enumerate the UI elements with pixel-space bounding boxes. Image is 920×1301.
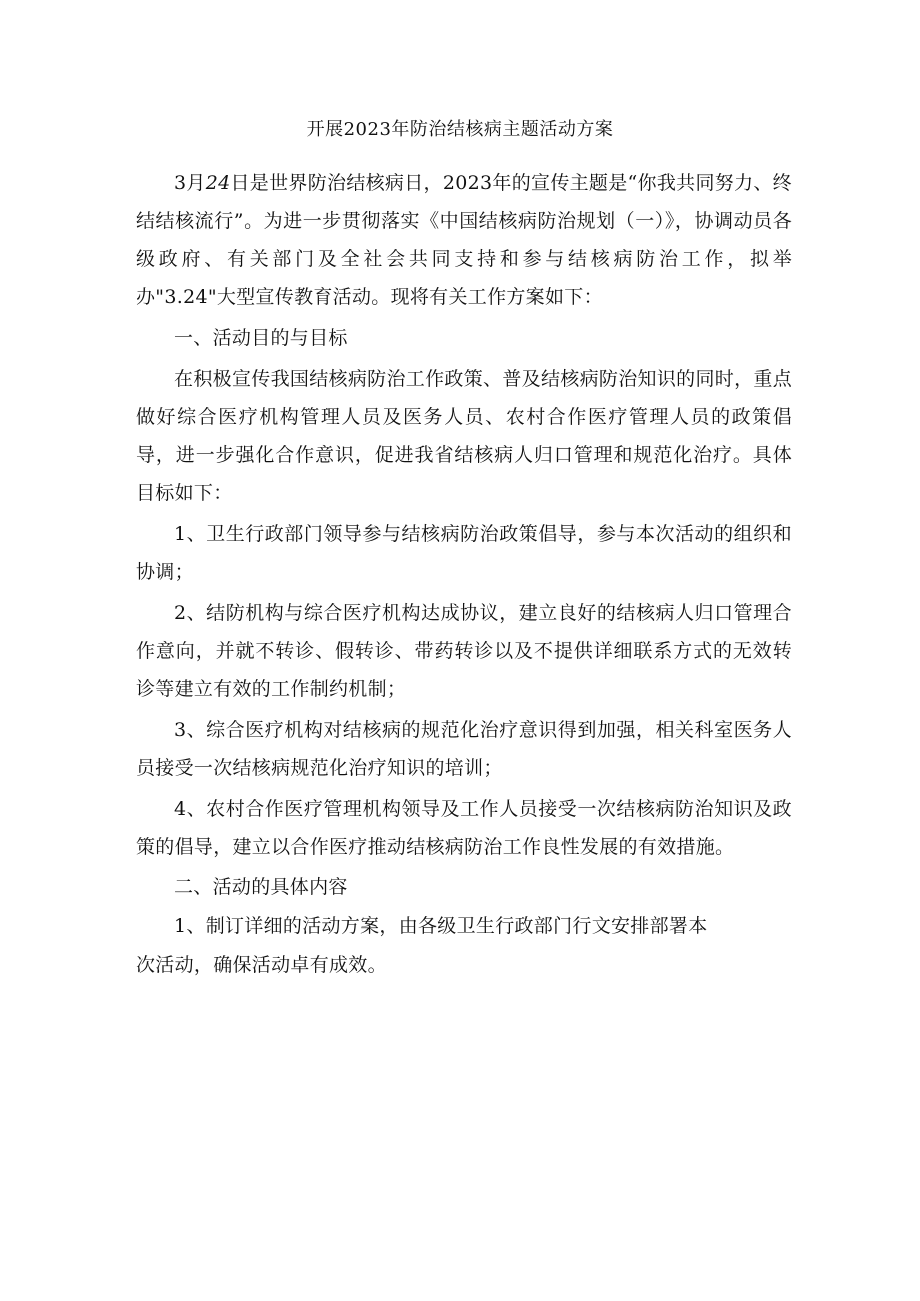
- section1-item-1: 1、卫生行政部门领导参与结核病防治政策倡导，参与本次活动的组织和协调；: [136, 523, 792, 583]
- section2-heading: 二、活动的具体内容: [174, 876, 348, 898]
- section1-item-4: 4、农村合作医疗管理机构领导及工作人员接受一次结核病防治知识及政策的倡导，建立以合作医疗推动结核病防治工作良性发展的有效措施。: [136, 798, 792, 858]
- section2-item-1-line2: 次活动，确保活动卓有成效。: [136, 954, 387, 976]
- section1-heading: 一、活动目的与目标: [174, 327, 348, 349]
- intro-paragraph: [136, 164, 792, 316]
- section1-item-3: 3、综合医疗机构对结核病的规范化治疗意识得到加强，相关科室医务人员接受一次结核病规范化治疗知识的培训；: [136, 719, 792, 779]
- section1-paragraph: 在积极宣传我国结核病防治工作政策、普及结核病防治知识的同时，重点做好综合医疗机构管理人员及医务人员、农村合作医疗管理人员的政策倡导，进一步强化合作意识，促进我省结核病人归口管理和规范化治疗。具体目标如下：: [136, 368, 792, 504]
- intro-day: 24: [205, 172, 231, 194]
- intro-month: 3月: [174, 172, 206, 194]
- section1-item-2: 2、结防机构与综合医疗机构达成协议，建立良好的结核病人归口管理合作意向，并就不转诊、假转诊、带药转诊以及不提供详细联系方式的无效转诊等建立有效的工作制约机制；: [136, 602, 792, 700]
- section2-item-1-line1: 1、制订详细的活动方案，由各级卫生行政部门行文安排部署本: [174, 915, 708, 937]
- document-body: [136, 164, 792, 983]
- document-title: 开展2023年防治结核病主题活动方案: [306, 119, 614, 140]
- intro-text: 日是世界防治结核病日，2023年的宣传主题是“你我共同努力、终结结核流行”。为进一步贯彻落实《中国结核病防治规划（一）》，协调动员各级政府、有关部门及全社会共同支持和参与结核病防治工作，拟举办"3.24"大型宣传教育活动。现将有关工作方案如下：: [136, 172, 792, 308]
